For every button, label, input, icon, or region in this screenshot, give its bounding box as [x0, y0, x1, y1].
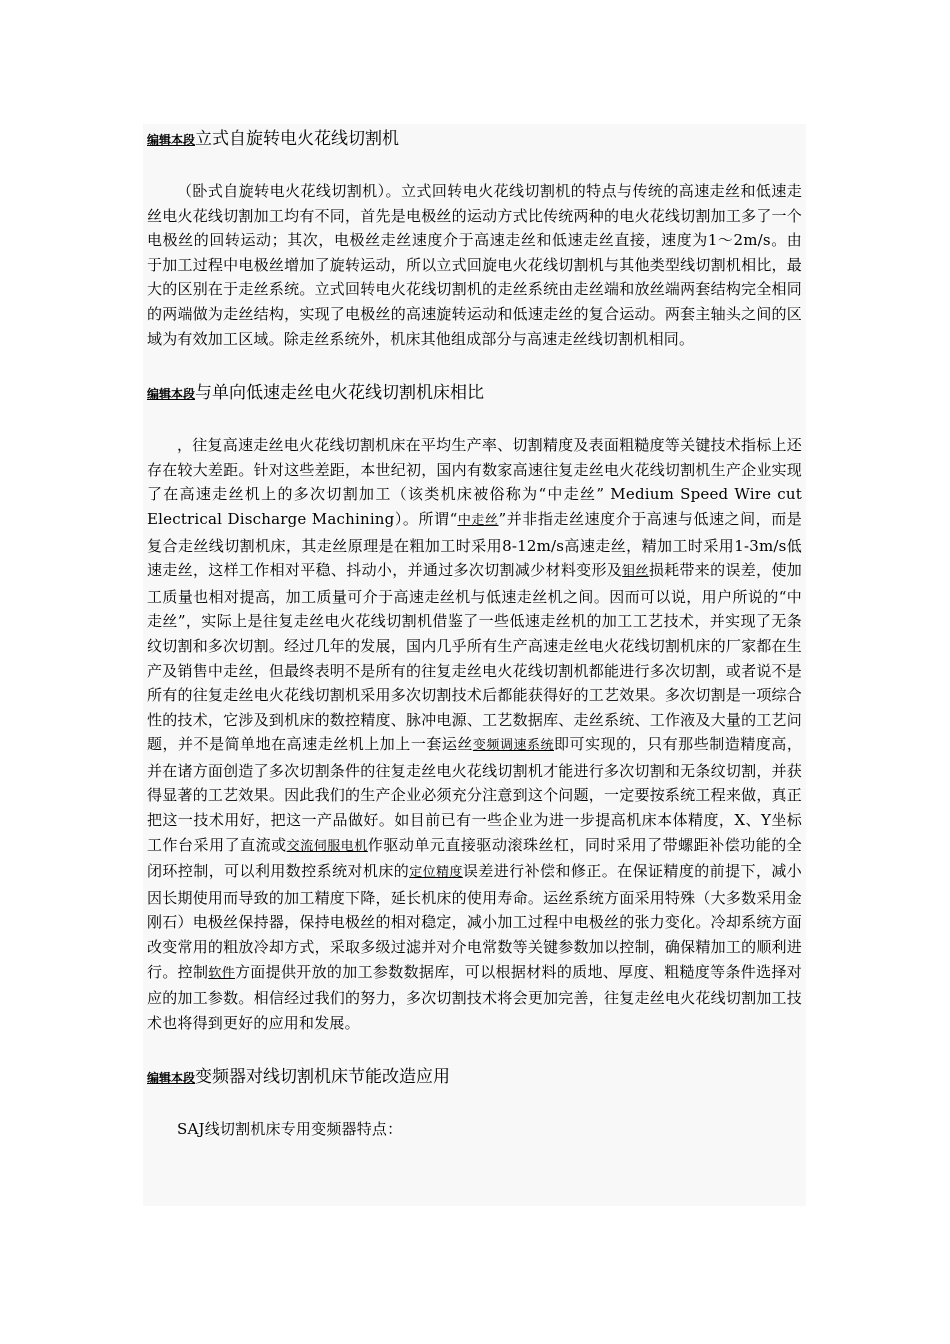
- section-paragraph: [147, 433, 802, 1035]
- section-heading: [147, 127, 802, 151]
- article-body: [143, 124, 806, 1206]
- section-heading: [147, 381, 802, 405]
- section-title: 变频器对线切割机床节能改造应用: [195, 1067, 451, 1088]
- inline-link[interactable]: 交流伺服电机: [286, 838, 368, 854]
- inline-link[interactable]: 钼丝: [622, 564, 649, 580]
- paragraph-text: （卧式自旋转电火花线切割机）。立式回转电火花线切割机的特点与传统的高速走丝和低速走丝电火花线切割加工均有不同，首先是电极丝的运动方式比传统两种的电火花线切割加工多了一个电极丝的回转运动；其次，电极丝走丝速度介于高速走丝和低速走丝直接，速度为1～2m/s。由于加工过程中电极丝增加了旋转运动，所以立式回旋电火花线切割机与其他类型线切割机相比，最大的区别在于走丝系统。立式回转电火花线切割机的走丝系统由走丝端和放丝端两套结构完全相同的两端做为走丝结构，实现了电极丝的高速旋转运动和低速走丝的复合运动。两套主轴头之间的区域为有效加工区域。除走丝系统外，机床其他组成部分与高速走丝线切割机相同。: [147, 182, 802, 348]
- inline-link[interactable]: 中走丝: [457, 512, 499, 528]
- paragraph-text: 作驱动单元直接驱动滚珠丝杠，同时采用了带螺距补偿功能的全闭环控制，可以利用数控系统对机床的: [147, 835, 802, 881]
- section-heading: [147, 1065, 802, 1089]
- paragraph-text: 即可实现的，只有那些制造精度高，并在诸方面创造了多次切割条件的往复走丝电火花线切割机才能进行多次切割和无条纹切割，并获得显著的工艺效果。因此我们的生产企业必须充分注意到这个问题，一定要按系统工程来做，真正把这一技术用好，把这一产品做好。如目前已有一些企业为进一步提高机床本体精度，X、Y坐标工作台采用了直流或: [147, 735, 803, 854]
- inline-link[interactable]: 定位精度: [409, 865, 463, 881]
- edit-section-link[interactable]: 编辑本段: [147, 387, 196, 402]
- paragraph-text: 方面提供开放的加工参数数据库，可以根据材料的质地、厚度、粗糙度等条件选择对应的加工参数。相信经过我们的努力，多次切割技术将会更加完善，往复走丝电火花线切割加工技术也将得到更好的应用和发展。: [147, 962, 802, 1032]
- section-paragraph: [147, 1117, 802, 1142]
- edit-section-link[interactable]: 编辑本段: [147, 133, 196, 147]
- section-title: 与单向低速走丝电火花线切割机床相比: [195, 383, 485, 404]
- inline-link[interactable]: 变频调速系统: [472, 738, 555, 754]
- paragraph-text: ”并非指走丝速度介于高速与低速之间，而是复合走丝线切割机床，其走丝原理是在粗加工时采用8-12m/s高速走丝，精加工时采用1-3m/s低速走丝，这样工作相对平稳、抖动小，并通过多次切割减少材料变形及: [147, 509, 802, 580]
- section-title: 立式自旋转电火花线切割机: [195, 129, 400, 149]
- inline-link[interactable]: 软件: [208, 965, 235, 981]
- paragraph-text: 误差进行补偿和修正。在保证精度的前提下，减小因长期使用而导致的加工精度下降，延长机床的使用寿命。运丝系统方面采用特殊（大多数采用金刚石）电极丝保持器，保持电极丝的相对稳定，减小加工过程中电极丝的张力变化。冷却系统方面改变常用的粗放冷却方式，采取多级过滤并对介电常数等关键参数加以控制，确保精加工的顺利进行。控制: [147, 862, 802, 981]
- paragraph-text: SAJ线切割机床专用变频器特点：: [177, 1120, 403, 1139]
- edit-section-link[interactable]: 编辑本段: [147, 1071, 196, 1086]
- paragraph-text: ，往复高速走丝电火花线切割机床在平均生产率、切割精度及表面粗糙度等关键技术指标上还存在较大差距。针对这些差距，本世纪初，国内有数家高速往复走丝电火花线切割机生产企业实现了在高速走丝机上的多次切割加工（该类机床被俗称为“中走丝” Medium Speed Wire cut Electrical Discharge Machining）。所谓“: [147, 436, 802, 528]
- paragraph-text: 损耗带来的误差，使加工质量也相对提高，加工质量可介于高速走丝机与低速走丝机之间。因而可以说，用户所说的“中走丝”，实际上是往复走丝电火花线切割机借鉴了一些低速走丝机的加工工艺技术，并实现了无条纹切割和多次切割。经过几年的发展，国内几乎所有生产高速走丝电火花线切割机床的厂家都在生产及销售中走丝，但最终表明不是所有的往复走丝电火花线切割机都能进行多次切割，或者说不是所有的往复走丝电火花线切割机采用多次切割技术后都能获得好的工艺效果。多次切割是一项综合性的技术，它涉及到机床的数控精度、脉冲电源、工艺数据库、走丝系统、工作液及大量的工艺问题，并不是简单地在高速走丝机上加上一套运丝: [147, 561, 802, 754]
- section-paragraph: [147, 179, 802, 351]
